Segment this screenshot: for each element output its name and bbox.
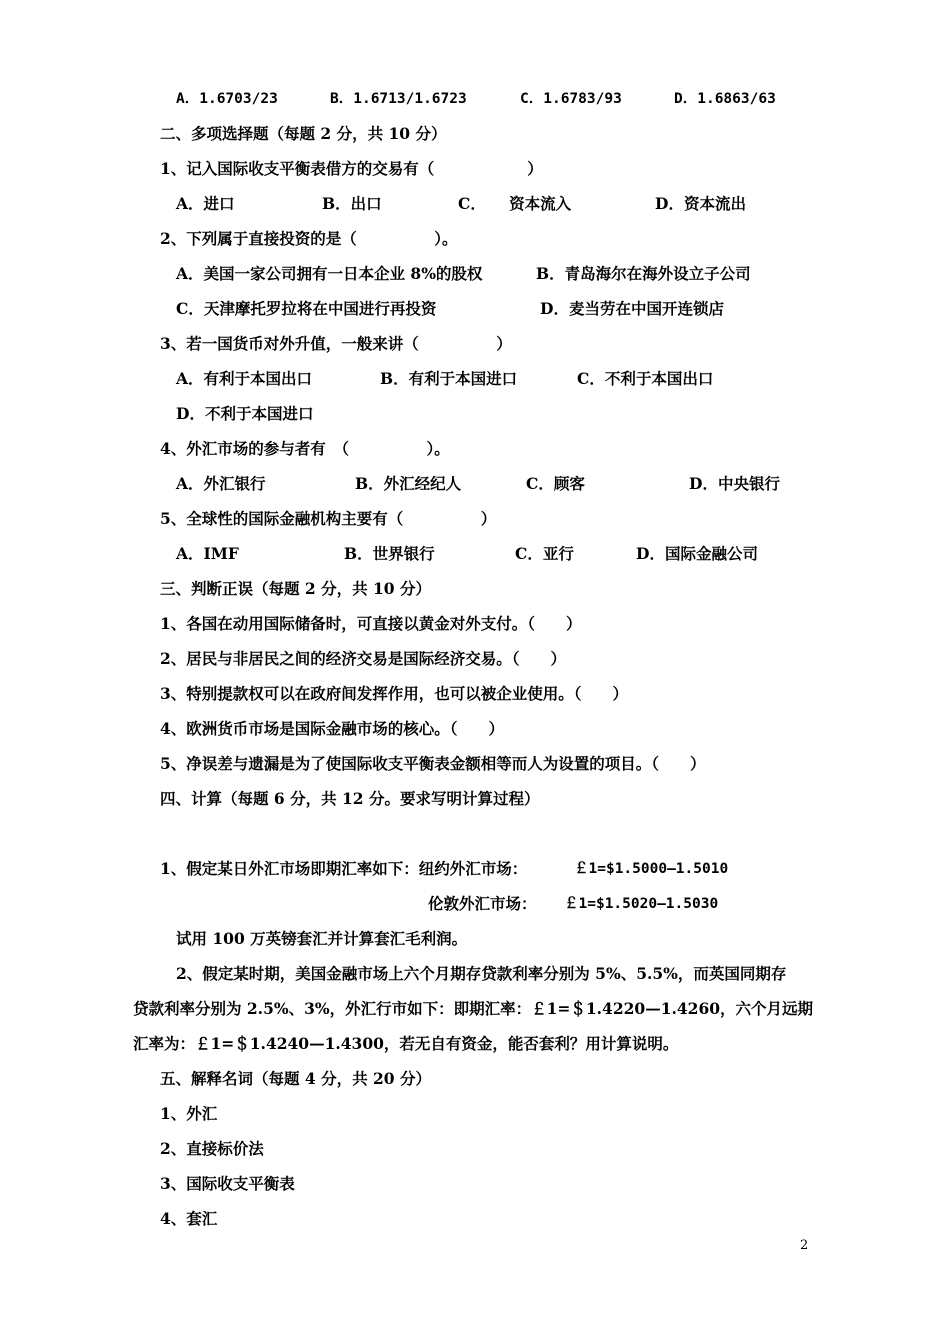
option-d: D．中央银行 (689, 474, 780, 493)
market-label: 伦敦外汇市场： (428, 894, 537, 913)
question-stem: 5、全球性的国际金融机构主要有（ ） (160, 509, 497, 528)
option-c: C．1.6783/93 (520, 91, 622, 107)
option-a: A．外汇银行 (176, 474, 266, 493)
page-number: 2 (800, 1238, 809, 1253)
exchange-rate: ￡1=$1.5000—1.5010 (574, 861, 729, 877)
list-item: 1、各国在动用国际储备时，可直接以黄金对外支付。（ ） (160, 614, 582, 633)
question-stem: 2、下列属于直接投资的是（ ）。 (160, 229, 458, 248)
option-d: D．不利于本国进口 (176, 404, 314, 423)
question-stem: 1、记入国际收支平衡表借方的交易有（ ） (160, 159, 543, 178)
option-c: C．天津摩托罗拉将在中国进行再投资 (176, 299, 437, 318)
option-a: A．美国一家公司拥有一日本企业 8%的股权 (176, 264, 483, 283)
option-c: C． 资本流入 (458, 194, 572, 213)
option-b: B．1.6713/1.6723 (330, 91, 467, 107)
list-item: 4、欧洲货币市场是国际金融市场的核心。（ ） (160, 719, 505, 738)
option-d: D．资本流出 (655, 194, 746, 213)
section-title: 三、判断正误（每题 2 分，共 10 分） (160, 579, 431, 598)
option-d: D．麦当劳在中国开连锁店 (540, 299, 724, 318)
list-item: 2、直接标价法 (160, 1139, 264, 1158)
section-title: 五、解释名词（每题 4 分，共 20 分） (160, 1069, 431, 1088)
option-b: B．外汇经纪人 (355, 474, 462, 493)
question-text: 2、假定某时期，美国金融市场上六个月期存贷款利率分别为 5%、5.5%，而英国同期存 (176, 964, 787, 983)
question-text: 汇率为：￡1=＄1.4240—1.4300，若无自有资金，能否套利？用计算说明。 (133, 1034, 679, 1053)
option-a: A．1.6703/23 (176, 91, 278, 107)
option-a: A．IMF (176, 544, 239, 563)
option-a: A．有利于本国出口 (176, 369, 313, 388)
question-stem: 3、若一国货币对外升值，一般来讲（ ） (160, 334, 512, 353)
section-title: 二、多项选择题（每题 2 分，共 10 分） (160, 124, 447, 143)
question-stem: 4、外汇市场的参与者有 （ ）。 (160, 439, 450, 458)
option-d: D．1.6863/63 (674, 91, 776, 107)
option-b: B．出口 (322, 194, 382, 213)
question-text: 贷款利率分别为 2.5%、3%，外汇行市如下：即期汇率：￡1=＄1.4220—1.4260，六个月远期 (133, 999, 814, 1018)
list-item: 5、净误差与遗漏是为了使国际收支平衡表金额相等而人为设置的项目。（ ） (160, 754, 706, 773)
section-title: 四、计算（每题 6 分，共 12 分。要求写明计算过程） (160, 789, 540, 808)
exchange-rate: ￡1=$1.5020—1.5030 (564, 896, 719, 912)
list-item: 4、套汇 (160, 1209, 218, 1228)
question-stem: 1、假定某日外汇市场即期汇率如下：纽约外汇市场： (160, 859, 528, 878)
option-d: D．国际金融公司 (636, 544, 758, 563)
list-item: 2、居民与非居民之间的经济交易是国际经济交易。（ ） (160, 649, 567, 668)
option-c: C．不利于本国出口 (577, 369, 714, 388)
option-b: B．青岛海尔在海外设立子公司 (536, 264, 751, 283)
option-b: B．世界银行 (344, 544, 435, 563)
list-item: 1、外汇 (160, 1104, 218, 1123)
list-item: 3、特别提款权可以在政府间发挥作用，也可以被企业使用。（ ） (160, 684, 629, 703)
option-b: B．有利于本国进口 (380, 369, 518, 388)
option-c: C．亚行 (515, 544, 574, 563)
question-text: 试用 100 万英镑套汇并计算套汇毛利润。 (176, 929, 468, 948)
option-c: C．顾客 (526, 474, 585, 493)
option-a: A．进口 (176, 194, 235, 213)
list-item: 3、国际收支平衡表 (160, 1174, 295, 1193)
